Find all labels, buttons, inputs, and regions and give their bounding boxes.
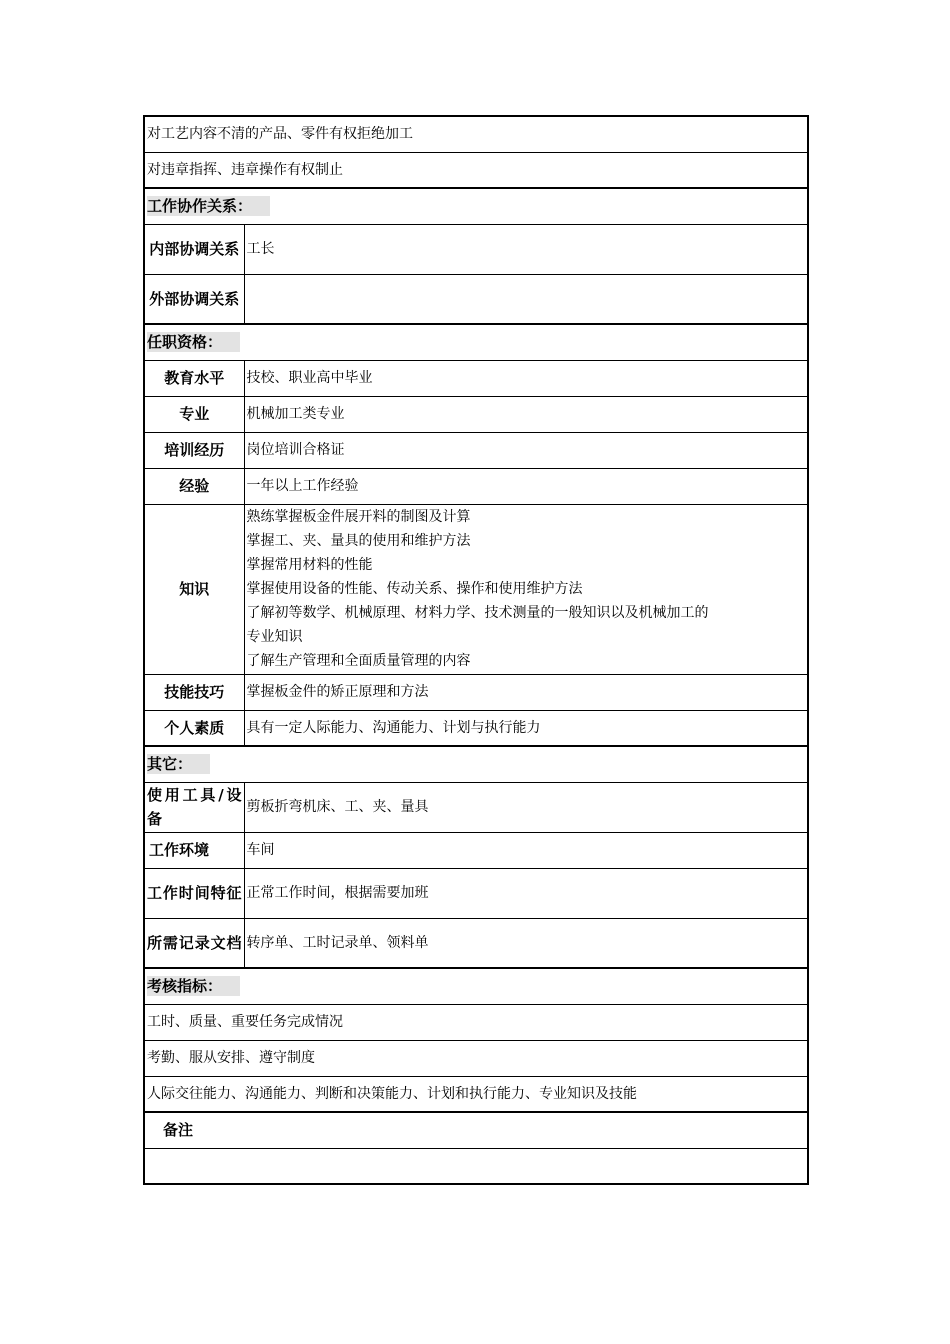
knowledge-line: 了解生产管理和全面质量管理的内容 [246, 653, 471, 669]
section-header-row [144, 968, 808, 1004]
right-item-1: 对工艺内容不清的产品、零件有权拒绝加工 [144, 116, 808, 152]
assessment-item-1: 工时、质量、重要任务完成情况 [144, 1004, 808, 1040]
rights-row [144, 116, 808, 152]
external-coordination-label: 外部协调关系 [144, 274, 244, 324]
personal-quality-row [144, 710, 808, 746]
experience-row [144, 468, 808, 504]
experience-value: 一年以上工作经验 [244, 468, 808, 504]
tools-row [144, 782, 808, 832]
job-description-table [143, 115, 809, 1185]
section-header-row [144, 324, 808, 360]
cooperation-section-title: 工作协作关系： [144, 188, 808, 224]
remarks-value [144, 1148, 808, 1184]
rights-row [144, 152, 808, 188]
major-row [144, 396, 808, 432]
documents-row [144, 918, 808, 968]
knowledge-line: 了解初等数学、机械原理、材料力学、技术测量的一般知识以及机械加工的 [246, 605, 709, 621]
qualifications-section-title: 任职资格： [144, 324, 808, 360]
skills-value: 掌握板金件的矫正原理和方法 [244, 674, 808, 710]
experience-label: 经验 [144, 468, 244, 504]
training-value: 岗位培训合格证 [244, 432, 808, 468]
section-header-row [144, 746, 808, 782]
personal-quality-label: 个人素质 [144, 710, 244, 746]
knowledge-line: 熟练掌握板金件展开料的制图及计算 [246, 509, 471, 525]
education-row [144, 360, 808, 396]
personal-quality-value: 具有一定人际能力、沟通能力、计划与执行能力 [244, 710, 808, 746]
external-coordination-value [244, 274, 808, 324]
environment-label: 工作环境 [144, 832, 244, 868]
knowledge-line: 掌握常用材料的性能 [246, 557, 373, 573]
assessment-item-2: 考勤、服从安排、遵守制度 [144, 1040, 808, 1076]
training-row [144, 432, 808, 468]
other-section-title: 其它： [144, 746, 808, 782]
worktime-label: 工作时间特征 [144, 868, 244, 918]
assessment-section-title: 考核指标： [144, 968, 808, 1004]
skills-row [144, 674, 808, 710]
internal-coordination-row [144, 224, 808, 274]
external-coordination-row [144, 274, 808, 324]
remarks-title: 备注 [144, 1112, 808, 1148]
knowledge-value [244, 504, 808, 674]
knowledge-row [144, 504, 808, 674]
worktime-row [144, 868, 808, 918]
section-header-row [144, 188, 808, 224]
right-item-2: 对违章指挥、违章操作有权制止 [144, 152, 808, 188]
education-value: 技校、职业高中毕业 [244, 360, 808, 396]
education-label: 教育水平 [144, 360, 244, 396]
major-value: 机械加工类专业 [244, 396, 808, 432]
tools-value: 剪板折弯机床、工、夹、量具 [244, 782, 808, 832]
knowledge-line: 专业知识 [246, 629, 303, 645]
knowledge-line: 掌握工、夹、量具的使用和维护方法 [246, 533, 471, 549]
internal-coordination-label: 内部协调关系 [144, 224, 244, 274]
internal-coordination-value: 工长 [244, 224, 808, 274]
documents-label: 所需记录文档 [144, 918, 244, 968]
major-label: 专业 [144, 396, 244, 432]
assessment-row [144, 1004, 808, 1040]
knowledge-line: 掌握使用设备的性能、传动关系、操作和使用维护方法 [246, 581, 583, 597]
assessment-row [144, 1076, 808, 1112]
worktime-value: 正常工作时间，根据需要加班 [244, 868, 808, 918]
knowledge-label: 知识 [144, 504, 244, 674]
environment-row [144, 832, 808, 868]
training-label: 培训经历 [144, 432, 244, 468]
environment-value: 车间 [244, 832, 808, 868]
job-description-table-container [143, 115, 807, 1185]
remarks-value-row [144, 1148, 808, 1184]
skills-label: 技能技巧 [144, 674, 244, 710]
assessment-item-3: 人际交往能力、沟通能力、判断和决策能力、计划和执行能力、专业知识及技能 [144, 1076, 808, 1112]
tools-label: 使用工具/设备 [144, 782, 244, 832]
assessment-row [144, 1040, 808, 1076]
remarks-header-row [144, 1112, 808, 1148]
documents-value: 转序单、工时记录单、领料单 [244, 918, 808, 968]
